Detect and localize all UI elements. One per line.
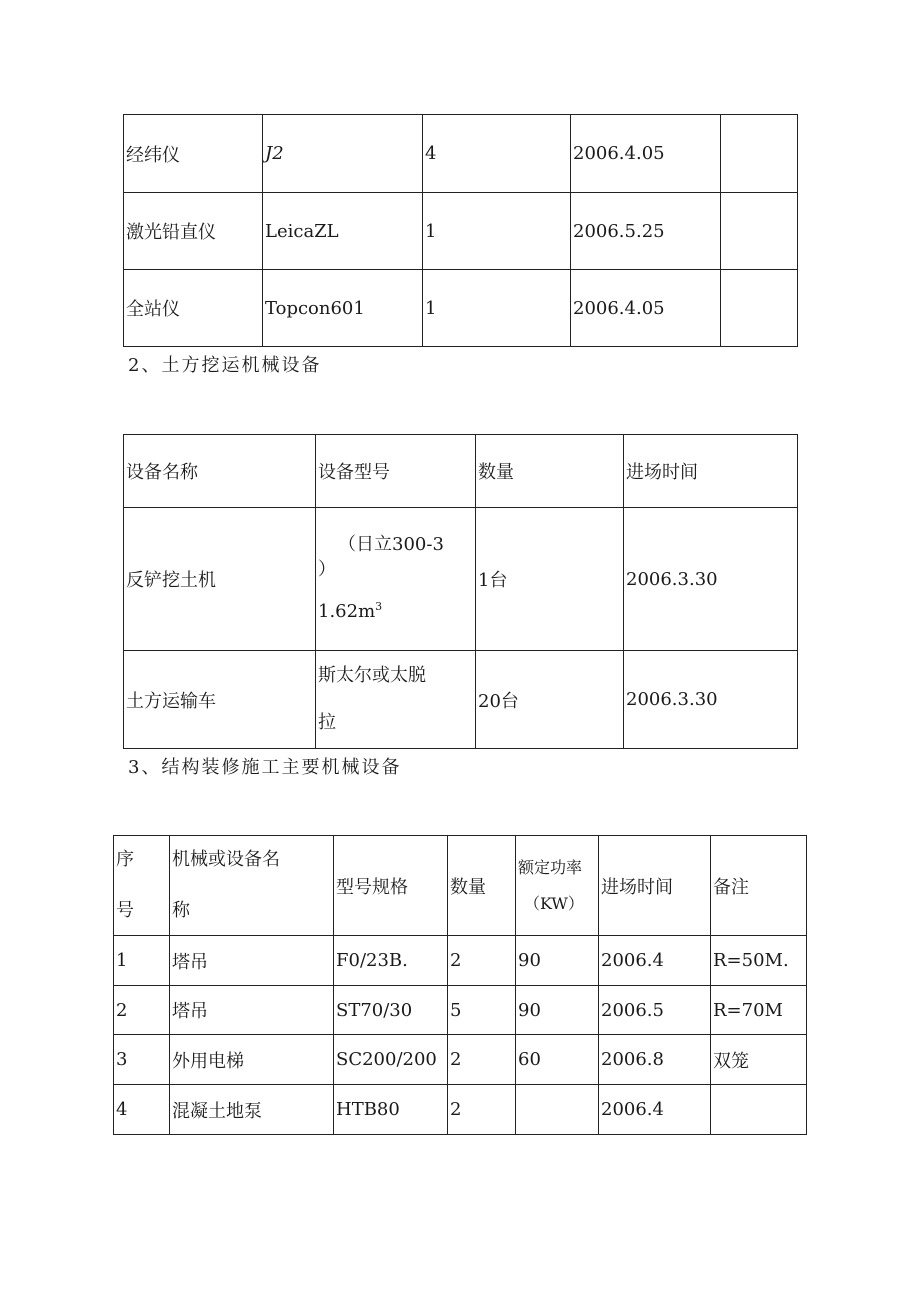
- table-row: [124, 270, 798, 347]
- table-cell: 塔吊: [170, 936, 334, 986]
- table-cell: 2006.4.05: [571, 270, 721, 347]
- table-cell: 2006.3.30: [624, 508, 798, 651]
- column-header-power: [516, 836, 599, 936]
- survey-instruments-table: [123, 114, 798, 347]
- table-cell: 60: [516, 1035, 599, 1085]
- model-text: 拉: [318, 711, 336, 733]
- table-cell-model: [316, 651, 476, 749]
- earthwork-equipment-table: [123, 434, 798, 749]
- model-text: （日立300-3: [338, 533, 444, 555]
- table-cell: 2006.8: [599, 1035, 711, 1085]
- column-header: 设备名称: [124, 435, 316, 508]
- table-row: [114, 986, 807, 1035]
- table-cell: 1: [423, 270, 571, 347]
- table-cell: 2: [448, 1085, 516, 1135]
- table-cell: 90: [516, 936, 599, 986]
- table-cell: R=50M.: [711, 936, 807, 986]
- header-text: 号: [116, 899, 134, 921]
- table-cell: LeicaZL: [263, 193, 423, 270]
- table-cell: 2006.4.05: [571, 115, 721, 193]
- table-cell: Topcon601: [263, 270, 423, 347]
- section-heading-structure: 3、结构装修施工主要机械设备: [128, 757, 402, 778]
- model-size-exponent: 3: [375, 600, 383, 614]
- column-header: 设备型号: [316, 435, 476, 508]
- table-header-row: [114, 836, 807, 936]
- table-cell: 2006.5: [599, 986, 711, 1035]
- column-header: 数量: [476, 435, 624, 508]
- table-cell: 1: [423, 193, 571, 270]
- section-heading-earthwork: 2、土方挖运机械设备: [128, 355, 322, 376]
- table-cell: [721, 115, 798, 193]
- table-cell: J2: [263, 115, 423, 193]
- table-cell: [721, 270, 798, 347]
- model-size-value: 1.62m: [318, 601, 376, 623]
- table-cell: 4: [423, 115, 571, 193]
- table-row: [114, 1035, 807, 1085]
- table-row: [124, 193, 798, 270]
- table-cell: HTB80: [334, 1085, 448, 1135]
- table-cell: 反铲挖土机: [124, 508, 316, 651]
- table-cell: 混凝土地泵: [170, 1085, 334, 1135]
- table-cell: 外用电梯: [170, 1035, 334, 1085]
- model-text: ）: [318, 558, 336, 580]
- table-header-row: [124, 435, 798, 508]
- table-cell-model: [316, 508, 476, 651]
- table-cell: [516, 1085, 599, 1135]
- table-cell: 3: [114, 1035, 170, 1085]
- table-row: [124, 508, 798, 651]
- table-cell: [711, 1085, 807, 1135]
- table-row: [124, 115, 798, 193]
- table-cell: [721, 193, 798, 270]
- table-cell: 2: [114, 986, 170, 1035]
- table-cell: 经纬仪: [124, 115, 263, 193]
- model-text: 斯太尔或太脱: [318, 664, 426, 686]
- table-cell: ST70/30: [334, 986, 448, 1035]
- table-cell: 5: [448, 986, 516, 1035]
- table-cell: 2: [448, 936, 516, 986]
- header-text: （KW）: [524, 893, 584, 913]
- table-row: [114, 1085, 807, 1135]
- table-row: [114, 936, 807, 986]
- table-cell: 2: [448, 1035, 516, 1085]
- column-header-qty: 数量: [448, 836, 516, 936]
- table-cell: 2006.4: [599, 936, 711, 986]
- column-header-name: [170, 836, 334, 936]
- table-cell: 全站仪: [124, 270, 263, 347]
- table-row: [124, 651, 798, 749]
- table-cell: F0/23B.: [334, 936, 448, 986]
- construction-machinery-table: [113, 835, 807, 1135]
- column-header-date: 进场时间: [599, 836, 711, 936]
- table-cell: 2006.4: [599, 1085, 711, 1135]
- table-cell: 土方运输车: [124, 651, 316, 749]
- table-cell: 20台: [476, 651, 624, 749]
- header-text: 序: [116, 848, 134, 870]
- table-cell: R=70M: [711, 986, 807, 1035]
- table-cell: 1台: [476, 508, 624, 651]
- table-cell: 激光铅直仪: [124, 193, 263, 270]
- column-header-spec: 型号规格: [334, 836, 448, 936]
- table-cell: 4: [114, 1085, 170, 1135]
- model-size: [318, 598, 475, 627]
- table-cell: SC200/200: [334, 1035, 448, 1085]
- table-cell: 2006.5.25: [571, 193, 721, 270]
- header-text: 额定功率: [518, 857, 583, 877]
- table-cell: 1: [114, 936, 170, 986]
- column-header: 进场时间: [624, 435, 798, 508]
- header-text: 称: [172, 899, 190, 921]
- table-cell: 2006.3.30: [624, 651, 798, 749]
- table-cell: 双笼: [711, 1035, 807, 1085]
- column-header-seq: [114, 836, 170, 936]
- table-cell: 塔吊: [170, 986, 334, 1035]
- header-text: 机械或设备名: [172, 848, 280, 870]
- column-header-note: 备注: [711, 836, 807, 936]
- table-cell: 90: [516, 986, 599, 1035]
